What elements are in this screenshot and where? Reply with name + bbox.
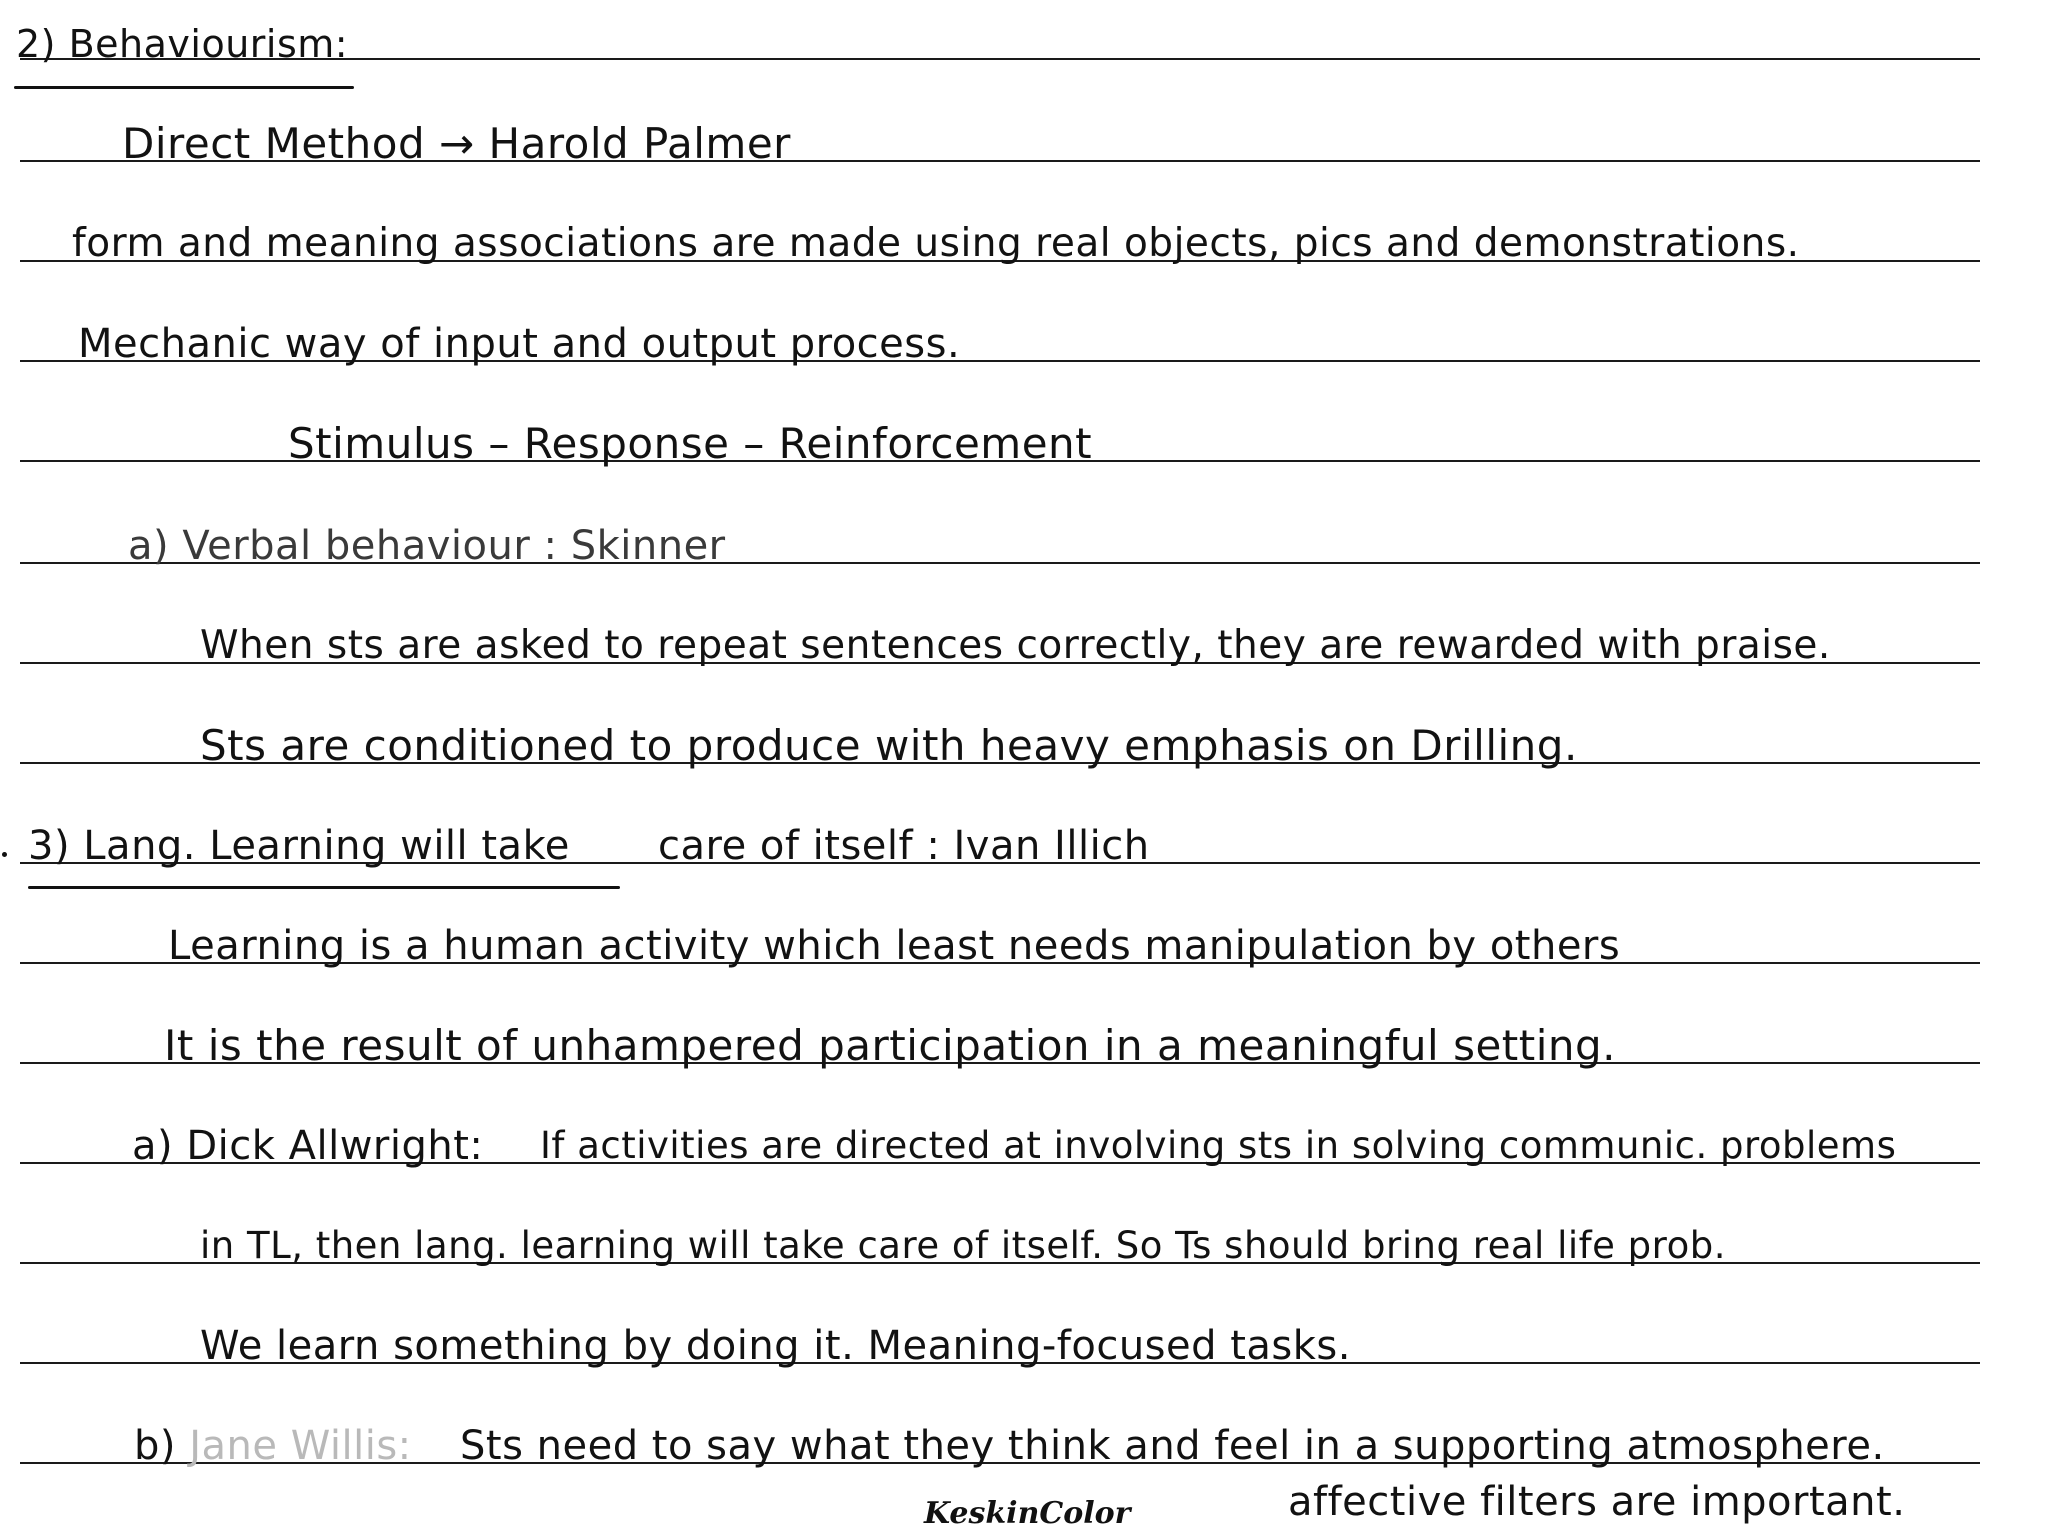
we-learn-line: We learn something by doing it. Meaning-focused tasks.	[200, 1323, 1351, 1369]
direct-method-line: Direct Method → Harold Palmer	[122, 119, 791, 168]
verbal-behaviour-line: a) Verbal behaviour : Skinner	[128, 523, 726, 569]
form-meaning-line: form and meaning associations are made using real objects, pics and demonstrations.	[72, 221, 1800, 266]
willis-label	[134, 1424, 412, 1468]
willis-text: Sts need to say what they think and feel in a supporting atmosphere.	[460, 1423, 1885, 1469]
heading-lang-learning: 3) Lang. Learning will take	[28, 823, 570, 869]
stimulus-line: Stimulus – Response – Reinforcement	[288, 419, 1093, 468]
sts-conditioned-line: Sts are conditioned to produce with heavy emphasis on Drilling.	[200, 721, 1578, 770]
allwright-label: a) Dick Allwright:	[132, 1123, 484, 1169]
in-tl-line: in TL, then lang. learning will take care of itself. So Ts should bring real life prob.	[200, 1224, 1726, 1267]
affective-line: affective filters are important.	[1288, 1479, 1906, 1525]
heading-underline	[14, 86, 354, 89]
learning-human-line: Learning is a human activity which least needs manipulation by others	[168, 923, 1621, 969]
mechanic-line: Mechanic way of input and output process.	[78, 321, 961, 367]
willis-label-letter: b)	[134, 1423, 176, 1469]
margin-dot	[2, 852, 7, 857]
heading-lang-learning-suffix: care of itself : Ivan Illich	[658, 823, 1150, 869]
when-sts-line: When sts are asked to repeat sentences correctly, they are rewarded with praise.	[200, 623, 1831, 668]
heading-lang-underline	[28, 886, 620, 889]
heading-behaviourism: 2) Behaviourism:	[16, 22, 349, 66]
allwright-text: If activities are directed at involving sts in solving communic. problems	[540, 1124, 1897, 1167]
notebook-brand-logo: KeskinColor	[924, 1496, 1131, 1531]
willis-label-name: Jane Willis:	[176, 1423, 412, 1469]
result-line: It is the result of unhampered participation in a meaningful setting.	[164, 1021, 1617, 1070]
